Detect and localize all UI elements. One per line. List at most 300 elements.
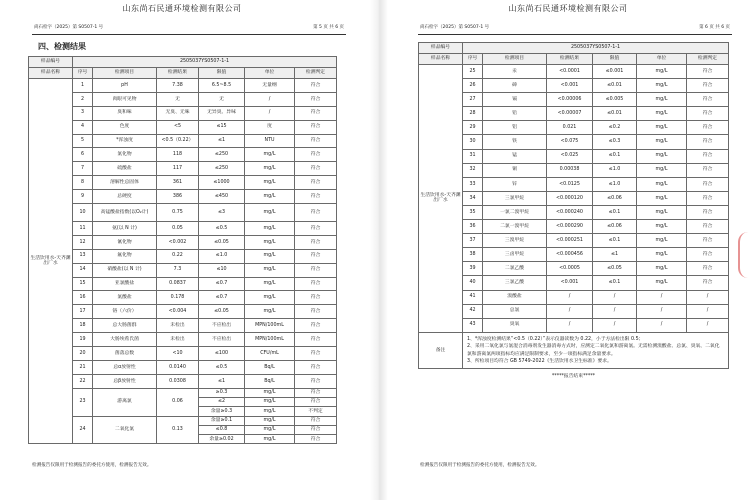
row-result: <10 (157, 347, 199, 361)
page-number: 第 6 页 共 6 页 (699, 25, 730, 30)
row-unit: mg/L (637, 121, 687, 135)
row-result: 0.00038 (547, 163, 593, 177)
row-item: 臭和味 (93, 106, 157, 120)
row-result: / (547, 290, 593, 304)
row-result: 117 (157, 162, 199, 176)
row-index: 41 (463, 290, 483, 304)
row-limit: 余量≥0.02 (199, 435, 245, 444)
row-item: 三溴甲烷 (483, 234, 547, 248)
row-result: 0.0837 (157, 277, 199, 291)
row-unit: / (245, 106, 295, 120)
table-row (419, 65, 729, 79)
row-limit: ≤1 (199, 134, 245, 148)
row-result: 386 (157, 190, 199, 204)
row-judgement: 符合 (687, 276, 729, 290)
row-index: 21 (73, 360, 93, 374)
row-index: 31 (463, 149, 483, 163)
col-header-judgement: 检测判定 (687, 54, 729, 65)
row-judgement: 符合 (295, 263, 337, 277)
row-item: 铝 (483, 121, 547, 135)
row-index: 5 (73, 134, 93, 148)
row-limit: 不应检出 (199, 319, 245, 333)
row-judgement: 符合 (295, 360, 337, 374)
row-index: 33 (463, 177, 483, 191)
row-unit: mg/L (245, 162, 295, 176)
row-limit: ≤1.0 (593, 177, 637, 191)
row-limit: ≤0.005 (593, 93, 637, 107)
row-limit: ≤100 (199, 347, 245, 361)
row-limit: ≤1.0 (593, 163, 637, 177)
row-limit: ≤1000 (199, 176, 245, 190)
row-unit: mg/L (245, 416, 295, 425)
row-unit: mg/L (245, 305, 295, 319)
row-index: 23 (73, 388, 93, 416)
table-row (419, 290, 729, 304)
row-result: <0.001 (547, 276, 593, 290)
row-judgement: 符合 (687, 177, 729, 191)
row-index: 15 (73, 277, 93, 291)
row-judgement: 符合 (687, 149, 729, 163)
row-limit: ≤0.8 (199, 425, 245, 434)
row-limit: ≤0.1 (593, 205, 637, 219)
row-judgement: 符合 (295, 425, 337, 434)
row-result: 0.06 (157, 388, 199, 416)
seal-stamp-edge (738, 232, 750, 278)
row-item: 铁 (483, 135, 547, 149)
row-result: <0.000251 (547, 234, 593, 248)
row-index: 19 (73, 333, 93, 347)
row-unit: mg/L (637, 65, 687, 79)
row-item: 锰 (483, 149, 547, 163)
row-unit: mg/L (245, 277, 295, 291)
row-result: 0.021 (547, 121, 593, 135)
row-unit: mg/L (245, 388, 295, 397)
row-item: 总α放射性 (93, 360, 157, 374)
col-header-item: 检测项目 (483, 54, 547, 65)
row-limit: ≤0.1 (593, 234, 637, 248)
row-item: 氟化物 (93, 249, 157, 263)
row-result: 无 (157, 92, 199, 106)
row-result: <0.004 (157, 305, 199, 319)
row-item: *浑浊度 (93, 134, 157, 148)
row-result: <0.075 (547, 135, 593, 149)
row-limit: ≤0.05 (199, 305, 245, 319)
row-result: <0.002 (157, 235, 199, 249)
col-header-result: 检测结果 (547, 54, 593, 65)
row-result: <0.000120 (547, 191, 593, 205)
col-header-judgement: 检测判定 (295, 68, 337, 79)
row-unit: mg/L (637, 276, 687, 290)
table-row (29, 120, 337, 134)
row-result: 未检出 (157, 333, 199, 347)
table-row (419, 135, 729, 149)
row-judgement: 符合 (687, 135, 729, 149)
row-unit: 度 (245, 120, 295, 134)
col-header-item: 检测项目 (93, 68, 157, 79)
note-line: 2、采用二氧化氯与氯混合消毒剂发生器消毒方式时，应测定二氧化氯和游离氯。无需检测溴酸盐、总氯、臭氧、二氧化氯和游离氯两项指标均应满足限制要求，至少一项指标满足余量要求。 (467, 344, 720, 357)
sample-no-value: 2505037YS0507-1-1 (463, 43, 729, 54)
row-unit: mg/L (637, 177, 687, 191)
table-row (29, 176, 337, 190)
row-unit: mg/L (245, 204, 295, 222)
row-result: 0.0308 (157, 374, 199, 388)
row-judgement: 符合 (295, 416, 337, 425)
row-index: 2 (73, 92, 93, 106)
row-index: 17 (73, 305, 93, 319)
row-result: 361 (157, 176, 199, 190)
table-row (29, 134, 337, 148)
row-unit: mg/L (637, 205, 687, 219)
header-rule (32, 34, 346, 35)
document-number: 尚石检字（2025）第 S0507-1 号 (420, 25, 490, 30)
row-limit: ≤1.0 (199, 249, 245, 263)
table-row (29, 374, 337, 388)
row-judgement: 符合 (295, 235, 337, 249)
row-index: 14 (73, 263, 93, 277)
report-end-mark: *****报告结束***** (551, 373, 596, 379)
row-judgement: 符合 (295, 305, 337, 319)
row-result: / (547, 318, 593, 332)
row-item: 二氧化氯 (93, 416, 157, 444)
row-unit: mg/L (245, 176, 295, 190)
results-table-page-5 (28, 56, 337, 444)
row-unit: mg/L (245, 435, 295, 444)
notes-content (463, 332, 729, 369)
row-unit: mg/L (245, 398, 295, 407)
row-index: 16 (73, 291, 93, 305)
table-row (419, 205, 729, 219)
table-row (419, 276, 729, 290)
row-item: 砷 (483, 79, 547, 93)
row-result: <0.000290 (547, 220, 593, 234)
sample-name-cell: 生活饮用水-天齐渊出厂水 (29, 79, 73, 444)
row-limit: / (593, 318, 637, 332)
table-row (419, 248, 729, 262)
table-row (29, 333, 337, 347)
table-row (29, 190, 337, 204)
row-unit: mg/L (637, 248, 687, 262)
footer-note: 检测报告仅限用于检测报告的委托方使用，检测报告无效。 (420, 463, 540, 468)
table-row (29, 106, 337, 120)
row-result: 118 (157, 148, 199, 162)
row-limit: ≤0.05 (593, 262, 637, 276)
table-row (419, 262, 729, 276)
table-row (29, 222, 337, 236)
col-header-unit: 单位 (245, 68, 295, 79)
table-row (29, 305, 337, 319)
row-unit: mg/L (245, 235, 295, 249)
row-item: 二氯一溴甲烷 (483, 220, 547, 234)
row-item: 溶解性总固体 (93, 176, 157, 190)
notes-label: 备注 (419, 332, 463, 369)
row-index: 18 (73, 319, 93, 333)
row-result: / (547, 304, 593, 318)
row-result: 未检出 (157, 319, 199, 333)
row-limit: ≤0.5 (199, 222, 245, 236)
row-unit: / (245, 92, 295, 106)
row-judgement: 符合 (295, 277, 337, 291)
row-result: <0.5（0.22） (157, 134, 199, 148)
row-judgement: / (687, 318, 729, 332)
document-number: 尚石检字（2025）第 S0507-1 号 (34, 25, 104, 30)
row-unit: mg/L (245, 407, 295, 416)
row-index: 26 (463, 79, 483, 93)
row-limit: ≤3 (199, 204, 245, 222)
row-judgement: 符合 (687, 220, 729, 234)
row-unit: / (637, 290, 687, 304)
row-judgement: 符合 (295, 249, 337, 263)
row-result: 无臭、无味 (157, 106, 199, 120)
row-unit: mg/L (245, 148, 295, 162)
row-item: 三氯乙酸 (483, 276, 547, 290)
row-index: 24 (73, 416, 93, 444)
row-judgement: / (687, 304, 729, 318)
note-line: 3、所检项目均符合 GB 5749-2022《生活饮用水卫生标准》要求。 (467, 359, 612, 365)
row-result: <0.001 (547, 79, 593, 93)
row-judgement: 符合 (687, 121, 729, 135)
row-unit: mg/L (245, 263, 295, 277)
row-judgement: 符合 (295, 319, 337, 333)
row-item: 亚氯酸盐 (93, 277, 157, 291)
row-unit: NTU (245, 134, 295, 148)
row-limit: ≤2 (199, 398, 245, 407)
col-header-sample-name: 样品名称 (419, 54, 463, 65)
row-limit: ≤0.01 (593, 107, 637, 121)
row-limit: / (593, 304, 637, 318)
row-result: 0.75 (157, 204, 199, 222)
row-result: <0.000240 (547, 205, 593, 219)
row-limit: 无异臭、异味 (199, 106, 245, 120)
row-judgement: 符合 (295, 347, 337, 361)
page-number: 第 5 页 共 6 页 (313, 25, 344, 30)
sample-no-label: 样品编号 (29, 57, 73, 68)
row-limit: ≤10 (199, 263, 245, 277)
row-judgement: 符合 (295, 148, 337, 162)
row-limit: ≤0.3 (593, 135, 637, 149)
row-result: 7.38 (157, 79, 199, 93)
table-row (419, 220, 729, 234)
row-limit: 6.5~8.5 (199, 79, 245, 93)
row-judgement: 符合 (295, 291, 337, 305)
row-result: <5 (157, 120, 199, 134)
row-item: 总氯 (483, 304, 547, 318)
row-item: 三卤甲烷 (483, 248, 547, 262)
row-unit: mg/L (245, 190, 295, 204)
row-item: 氯化物 (93, 148, 157, 162)
row-limit: ≤0.2 (593, 121, 637, 135)
row-limit: 不应检出 (199, 333, 245, 347)
row-judgement: 符合 (295, 374, 337, 388)
row-item: 菌落总数 (93, 347, 157, 361)
row-item: 大肠埃希氏菌 (93, 333, 157, 347)
row-unit: mg/L (245, 291, 295, 305)
row-index: 22 (73, 374, 93, 388)
row-judgement: 符合 (295, 435, 337, 444)
row-unit: mg/L (637, 220, 687, 234)
footer-note: 检测报告仅限用于检测报告的委托方使用，检测报告无效。 (32, 463, 152, 468)
row-result: 0.0140 (157, 360, 199, 374)
row-unit: mg/L (637, 93, 687, 107)
row-result: 7.3 (157, 263, 199, 277)
row-limit: ≤15 (199, 120, 245, 134)
row-result: <0.0005 (547, 262, 593, 276)
row-limit: 无 (199, 92, 245, 106)
row-item: 氯酸盐 (93, 291, 157, 305)
row-limit: ≤250 (199, 162, 245, 176)
row-result: <0.0001 (547, 65, 593, 79)
table-row (29, 79, 337, 93)
row-index: 11 (73, 222, 93, 236)
row-index: 7 (73, 162, 93, 176)
row-item: 镉 (483, 93, 547, 107)
row-unit: MPN/100mL (245, 333, 295, 347)
row-limit: ≤0.7 (199, 277, 245, 291)
row-unit: Bq/L (245, 360, 295, 374)
page-gutter (370, 0, 388, 500)
row-item: 铅 (483, 107, 547, 121)
row-item: 三氯甲烷 (483, 191, 547, 205)
row-index: 43 (463, 318, 483, 332)
row-judgement: 符合 (687, 93, 729, 107)
table-row (29, 360, 337, 374)
row-limit: ≤0.06 (593, 191, 637, 205)
row-judgement: 符合 (687, 163, 729, 177)
row-unit: CFU/mL (245, 347, 295, 361)
row-result: <0.0125 (547, 177, 593, 191)
row-limit: / (593, 290, 637, 304)
table-row (29, 319, 337, 333)
row-judgement: / (687, 290, 729, 304)
table-row (29, 291, 337, 305)
row-unit: mg/L (637, 234, 687, 248)
col-header-limit: 限值 (199, 68, 245, 79)
row-item: pH (93, 79, 157, 93)
col-header-result: 检测结果 (157, 68, 199, 79)
row-index: 10 (73, 204, 93, 222)
row-item: 硝酸盐(以 N 计) (93, 263, 157, 277)
row-judgement: 符合 (295, 190, 337, 204)
row-item: 总硬度 (93, 190, 157, 204)
sample-no-label: 样品编号 (419, 43, 463, 54)
row-limit: ≤0.1 (593, 149, 637, 163)
row-unit: mg/L (245, 425, 295, 434)
col-header-index: 序号 (463, 54, 483, 65)
table-row (419, 304, 729, 318)
row-item: 氨(以 N 计) (93, 222, 157, 236)
row-judgement: 符合 (295, 79, 337, 93)
row-item: 游离氯 (93, 388, 157, 416)
row-item: 氰化物 (93, 235, 157, 249)
row-result: <0.000456 (547, 248, 593, 262)
row-index: 36 (463, 220, 483, 234)
row-judgement: 符合 (687, 79, 729, 93)
row-item: 锌 (483, 177, 547, 191)
row-judgement: 不判定 (295, 407, 337, 416)
row-unit: mg/L (245, 249, 295, 263)
row-judgement: 符合 (295, 398, 337, 407)
table-row (29, 263, 337, 277)
row-result: 0.05 (157, 222, 199, 236)
row-item: 溴酸盐 (483, 290, 547, 304)
row-item: 臭氧 (483, 318, 547, 332)
table-row (419, 191, 729, 205)
table-row (29, 148, 337, 162)
table-row (29, 204, 337, 222)
row-index: 39 (463, 262, 483, 276)
table-row (29, 235, 337, 249)
table-row (29, 388, 337, 397)
results-table-page-6 (418, 42, 729, 383)
row-index: 28 (463, 107, 483, 121)
table-row (419, 177, 729, 191)
row-item: 色度 (93, 120, 157, 134)
row-limit: ≤0.1 (593, 276, 637, 290)
table-row (29, 347, 337, 361)
row-index: 9 (73, 190, 93, 204)
row-limit: ≤0.5 (199, 360, 245, 374)
table-row (29, 92, 337, 106)
row-item: 总β放射性 (93, 374, 157, 388)
note-line: 1、*浑浊度检测结果“<0.5（0.22）”表示仪器读数为 0.22，小于方法检出限 0.5； (467, 336, 644, 342)
row-limit: ≤0.01 (593, 79, 637, 93)
row-index: 1 (73, 79, 93, 93)
row-result: <0.00006 (547, 93, 593, 107)
row-limit: ≤1 (593, 248, 637, 262)
notes-row (419, 332, 729, 369)
row-judgement: 符合 (295, 176, 337, 190)
row-limit: ≤0.001 (593, 65, 637, 79)
row-judgement: 符合 (687, 65, 729, 79)
row-index: 25 (463, 65, 483, 79)
row-judgement: 符合 (295, 204, 337, 222)
col-header-limit: 限值 (593, 54, 637, 65)
company-name: 山东尚石民通环境检测有限公司 (508, 4, 628, 13)
row-index: 42 (463, 304, 483, 318)
row-limit: ≤0.7 (199, 291, 245, 305)
row-index: 27 (463, 93, 483, 107)
row-unit: Bq/L (245, 374, 295, 388)
row-index: 3 (73, 106, 93, 120)
row-result: <0.00007 (547, 107, 593, 121)
row-index: 34 (463, 191, 483, 205)
table-row (419, 149, 729, 163)
row-index: 4 (73, 120, 93, 134)
row-judgement: 符合 (295, 134, 337, 148)
row-judgement: 符合 (295, 333, 337, 347)
row-index: 32 (463, 163, 483, 177)
table-row (419, 318, 729, 332)
row-judgement: 符合 (687, 191, 729, 205)
row-judgement: 符合 (295, 388, 337, 397)
row-judgement: 符合 (295, 106, 337, 120)
table-row (419, 121, 729, 135)
row-unit: mg/L (637, 191, 687, 205)
table-row (419, 163, 729, 177)
row-item: 一氯二溴甲烷 (483, 205, 547, 219)
row-unit: 无量纲 (245, 79, 295, 93)
section-title: 四、检测结果 (38, 42, 86, 51)
row-limit: ≥0.3 (199, 388, 245, 397)
sample-name-cell: 生活饮用水-天齐渊出厂水 (419, 65, 463, 333)
row-judgement: 符合 (687, 234, 729, 248)
row-index: 13 (73, 249, 93, 263)
header-rule (418, 34, 732, 35)
row-item: 二氯乙酸 (483, 262, 547, 276)
row-index: 40 (463, 276, 483, 290)
row-unit: mg/L (637, 107, 687, 121)
row-index: 29 (463, 121, 483, 135)
row-unit: mg/L (245, 222, 295, 236)
